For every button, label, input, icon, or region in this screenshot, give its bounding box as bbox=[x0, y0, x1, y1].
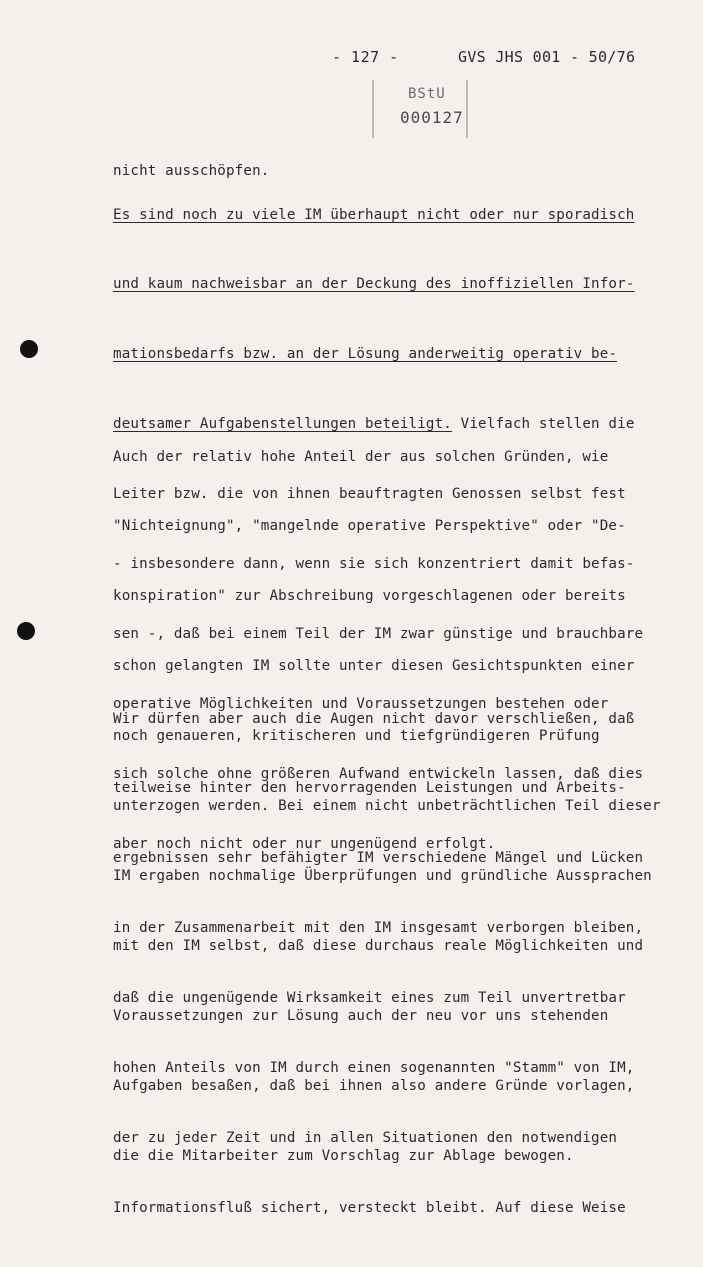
paragraph-1-line: sen -, daß bei einem Teil der IM zwar günstige und brauchbare bbox=[113, 625, 644, 642]
paragraph-3-line: daß die ungenügende Wirksamkeit eines zum Teil unvertretbar bbox=[113, 990, 626, 1007]
paragraph-3-line: der zu jeder Zeit und in allen Situationen den notwendigen bbox=[113, 1129, 618, 1146]
punch-hole-lower bbox=[17, 622, 35, 640]
paragraph-1-line: sich solche ohne größeren Aufwand entwickeln lassen, daß dies bbox=[113, 765, 644, 782]
paragraph-3-line: Informationsfluß sichert, versteckt bleibt. Auf diese Weise bbox=[113, 1199, 626, 1216]
paragraph-2-line: unterzogen werden. Bei einem nicht unbeträchtlichen Teil dieser bbox=[113, 798, 661, 815]
punch-hole-upper bbox=[20, 340, 38, 358]
paragraph-1-line: Es sind noch zu viele IM überhaupt nicht oder nur sporadisch bbox=[113, 206, 635, 223]
paragraph-1-line: operative Möglichkeiten und Voraussetzungen bestehen oder bbox=[113, 695, 609, 712]
paragraph-2-line: schon gelangten IM sollte unter diesen Gesichtspunkten einer bbox=[113, 658, 635, 675]
paragraph-3-line: Wir dürfen aber auch die Augen nicht davor verschließen, daß bbox=[113, 710, 635, 727]
paragraph-3-line: ergebnissen sehr befähigter IM verschiedene Mängel und Lücken bbox=[113, 850, 644, 867]
paragraph-3-line: hohen Anteils von IM durch einen sogenannten "Stamm" von IM, bbox=[113, 1060, 635, 1077]
paragraph-1-line: Leiter bzw. die von ihnen beauftragten Genossen selbst fest bbox=[113, 486, 626, 503]
underlined-phrase: deutsamer Aufgabenstellungen beteiligt. bbox=[113, 416, 452, 433]
line-rest: Vielfach stellen die bbox=[451, 416, 635, 433]
paragraph-3-line: teilweise hinter den hervorragenden Leistungen und Arbeits- bbox=[113, 780, 626, 797]
paragraph-3-line: in der Zusammenarbeit mit den IM insgesamt verborgen bleiben, bbox=[113, 920, 644, 937]
paragraph-2-line: "Nichteignung", "mangelnde operative Perspektive" oder "De- bbox=[113, 518, 626, 535]
paragraph-2-line: Auch der relativ hohe Anteil der aus solchen Gründen, wie bbox=[113, 448, 609, 465]
paragraph-2-line: konspiration" zur Abschreibung vorgeschlagenen oder bereits bbox=[113, 588, 626, 605]
paragraph-2-line: Voraussetzungen zur Lösung auch der neu vor uns stehenden bbox=[113, 1007, 609, 1024]
stamp-brand: BStU bbox=[408, 86, 446, 102]
paragraph-2-line: Aufgaben besaßen, daß bei ihnen also andere Gründe vorlagen, bbox=[113, 1077, 635, 1094]
paragraph-1-line: aber noch nicht oder nur ungenügend erfolgt. bbox=[113, 835, 496, 852]
paragraph-2-line: mit den IM selbst, daß diese durchaus reale Möglichkeiten und bbox=[113, 937, 644, 954]
document-reference: GVS JHS 001 - 50/76 bbox=[458, 48, 636, 66]
paragraph-2-line: noch genaueren, kritischeren und tiefgründigeren Prüfung bbox=[113, 728, 600, 745]
paragraph-0-line: nicht ausschöpfen. bbox=[113, 162, 270, 179]
page-number: - 127 - bbox=[332, 48, 399, 66]
paragraph-1-line: mationsbedarfs bzw. an der Lösung anderweitig operativ be- bbox=[113, 346, 618, 363]
paragraph-2-line: IM ergaben nochmalige Überprüfungen und gründliche Aussprachen bbox=[113, 867, 652, 884]
stamp-number: 000127 bbox=[400, 108, 464, 127]
paragraph-3 bbox=[113, 661, 693, 1267]
paragraph-1-line: und kaum nachweisbar an der Deckung des inoffiziellen Infor- bbox=[113, 276, 635, 293]
paragraph-1-line: - insbesondere dann, wenn sie sich konzentriert damit befas- bbox=[113, 556, 635, 573]
paragraph-2-line: die die Mitarbeiter zum Vorschlag zur Ablage bewogen. bbox=[113, 1147, 574, 1164]
